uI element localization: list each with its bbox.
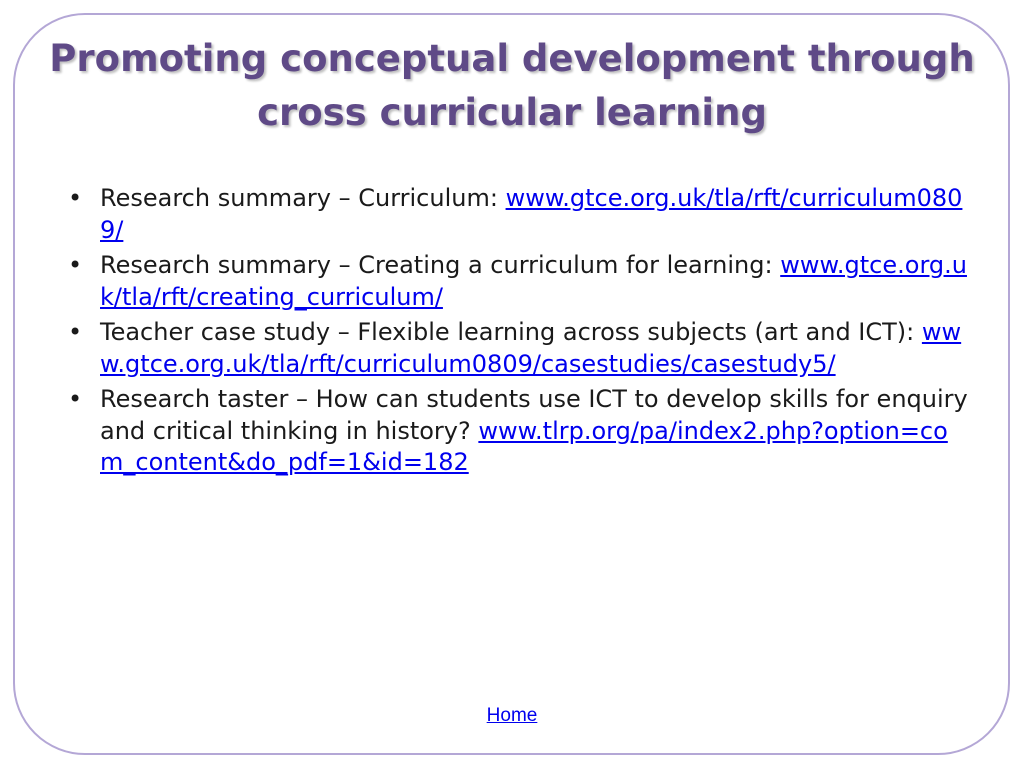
curriculum-link[interactable]: www.gtce.org.uk/tla/rft/curriculum0809/	[100, 184, 963, 244]
list-item	[68, 317, 968, 380]
case-study-link[interactable]: www.gtce.org.uk/tla/rft/curriculum0809/casestudies/casestudy5/	[100, 318, 962, 378]
list-item	[68, 183, 968, 246]
home-link[interactable]: Home	[486, 705, 538, 726]
list-item	[68, 384, 968, 479]
bullet-icon: •	[68, 184, 83, 212]
bullet-text: Teacher case study – Flexible learning across subjects (art and ICT):	[100, 318, 922, 346]
bullet-icon: •	[68, 251, 83, 279]
home-link-container	[0, 705, 1024, 727]
list-item	[68, 250, 968, 313]
bullet-text: Research summary – Creating a curriculum for learning:	[100, 251, 781, 279]
creating-curriculum-link[interactable]: www.gtce.org.uk/tla/rft/creating_curriculum/	[100, 251, 967, 311]
research-taster-link[interactable]: www.tlrp.org/pa/index2.php?option=com_content&do_pdf=1&id=182	[100, 416, 948, 476]
bullet-icon: •	[68, 318, 83, 346]
bullet-text: Research summary – Curriculum:	[100, 184, 506, 212]
bullet-list	[68, 183, 968, 483]
slide-title: Promoting conceptual development through cross curricular learning	[49, 37, 975, 134]
bullet-text: Research taster – How can students use ICT to develop skills for enquiry and critical thinking in history?	[100, 385, 968, 445]
bullet-icon: •	[68, 385, 83, 413]
